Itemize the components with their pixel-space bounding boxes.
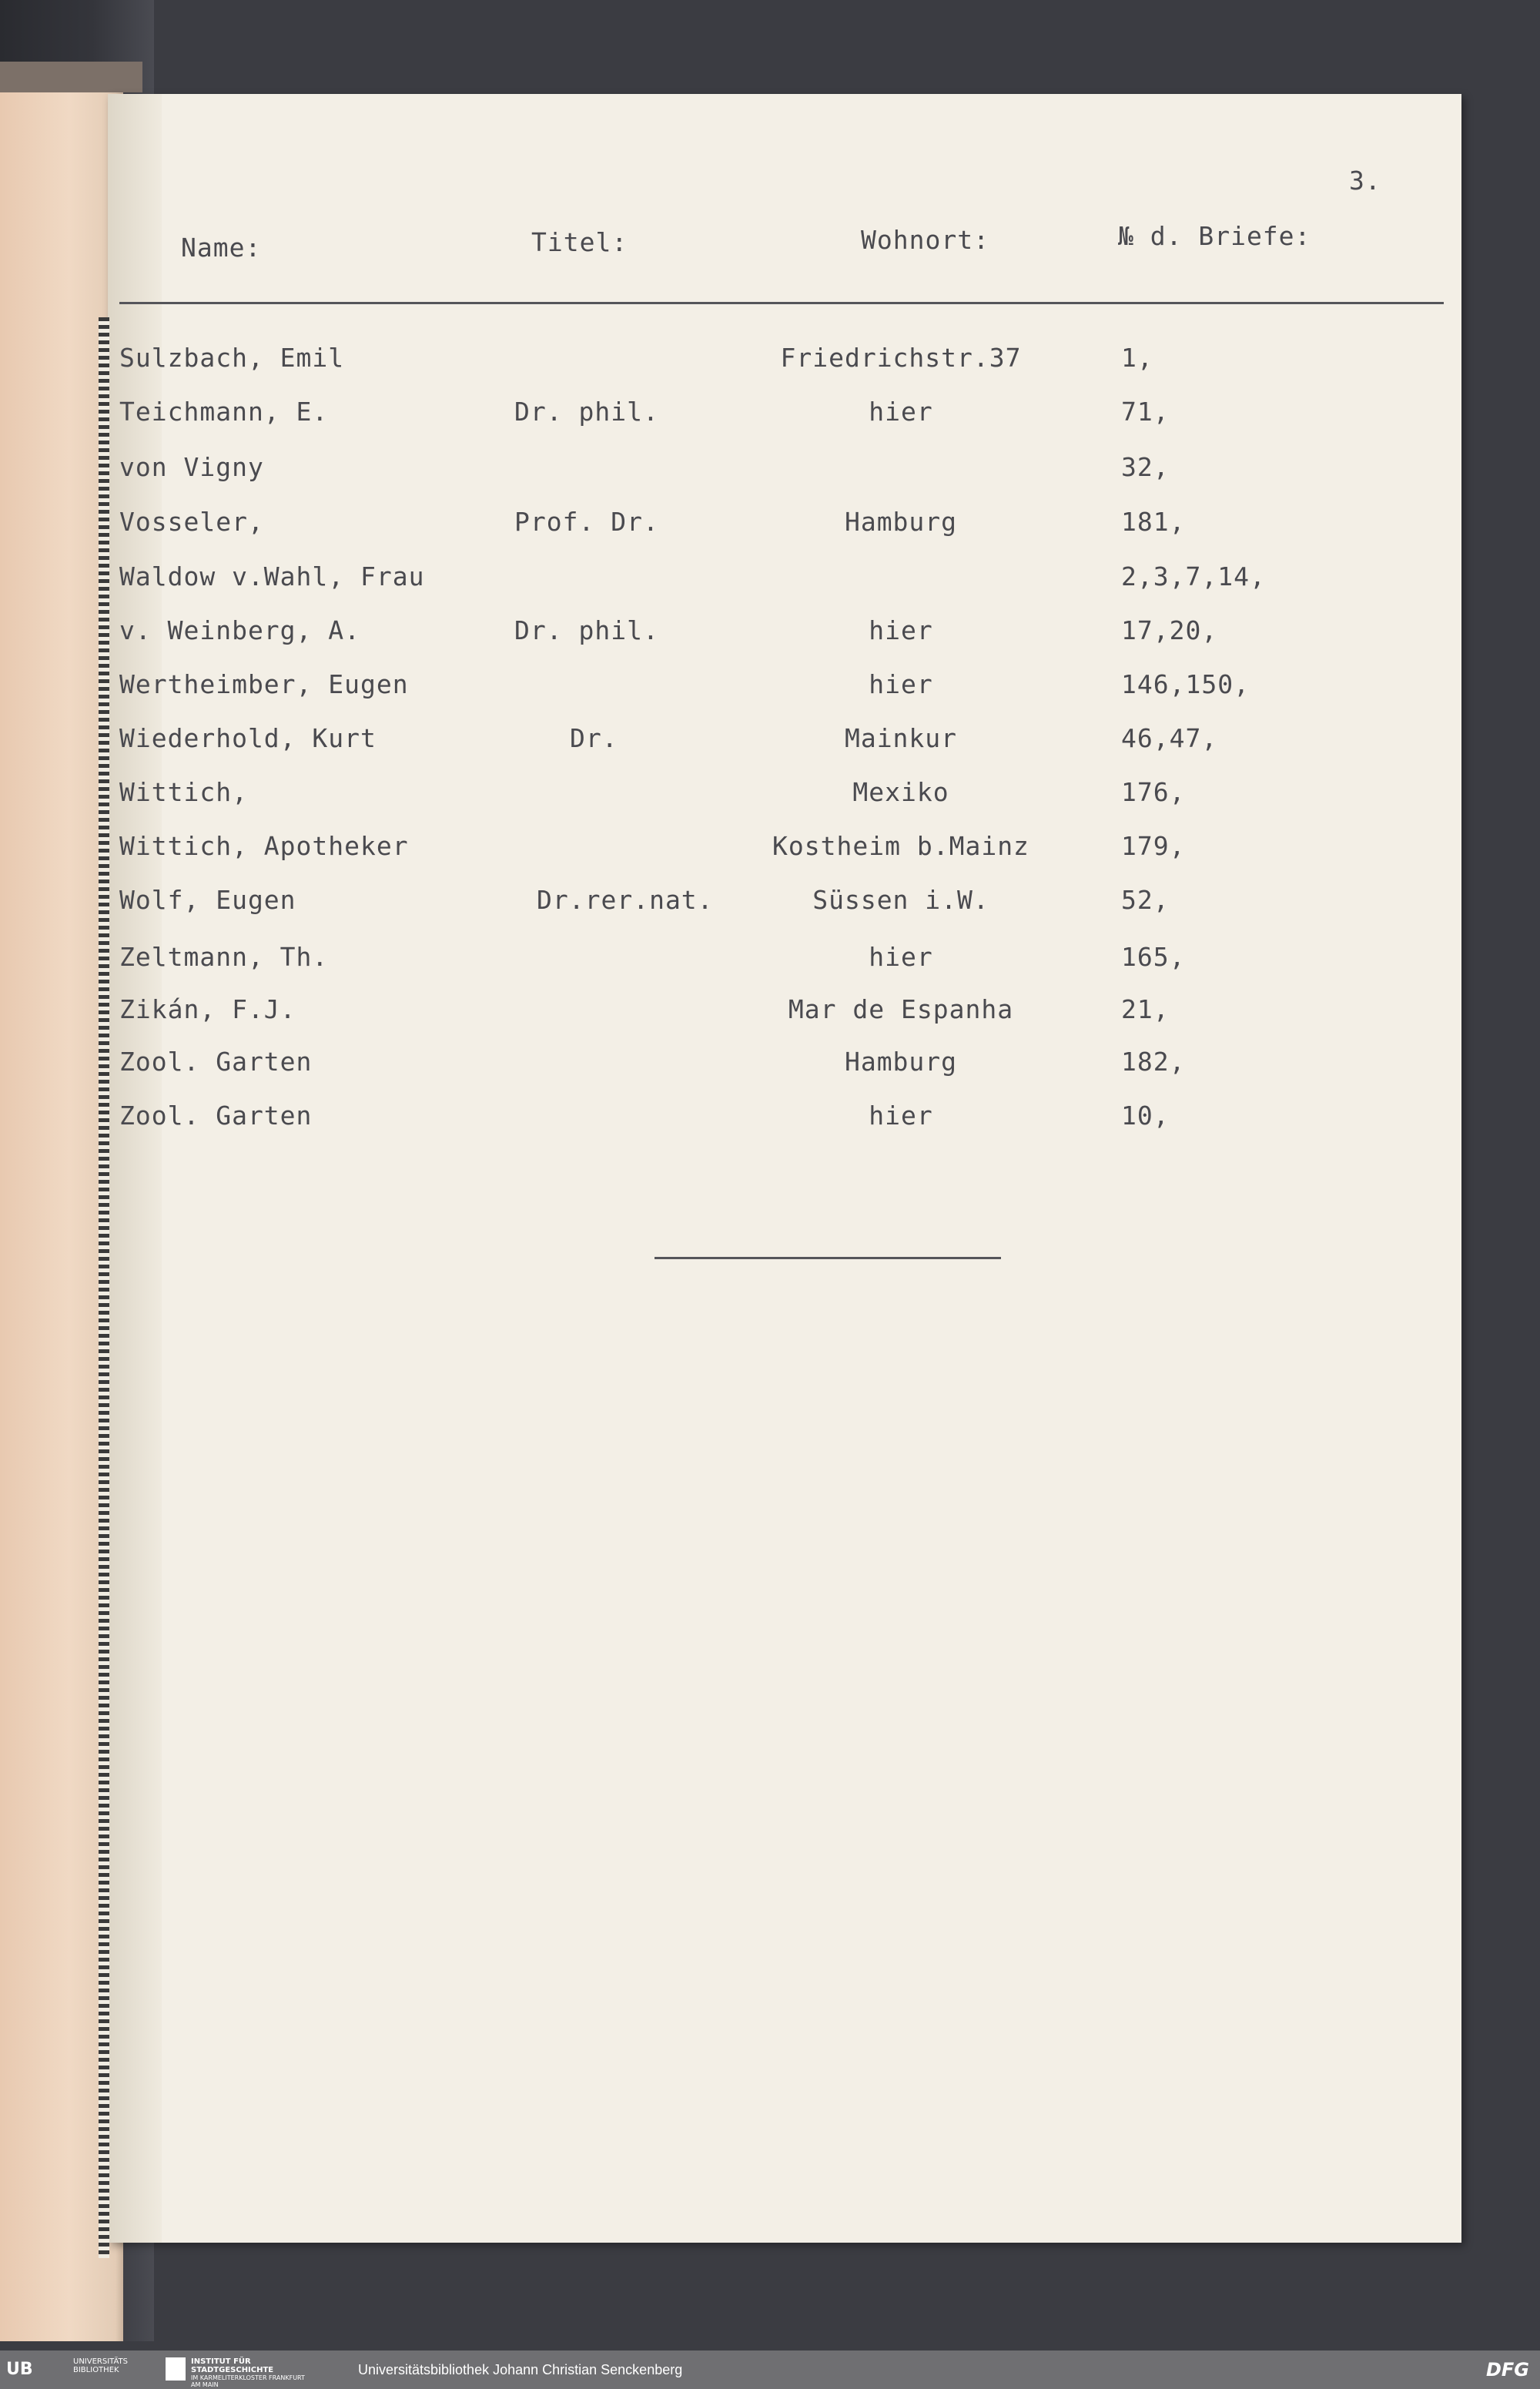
ub-logo: UB <box>6 2360 33 2379</box>
institute-logo-text <box>191 2357 314 2388</box>
institute-sub: IM KARMELITERKLOSTER FRANKFURT AM MAIN <box>191 2374 305 2388</box>
row-wohnort: Hamburg <box>844 507 958 537</box>
row-wohnort: Hamburg <box>844 1047 958 1077</box>
row-briefe: 32, <box>1121 452 1170 482</box>
row-name: Wittich, <box>119 777 248 807</box>
row-briefe: 21, <box>1121 994 1170 1024</box>
row-wohnort: Mar de Espanha <box>788 994 1014 1024</box>
row-name: Zool. Garten <box>119 1101 313 1131</box>
header-rule <box>119 302 1444 304</box>
ub-logo-text: UNIVERSITÄTS BIBLIOTHEK <box>73 2357 129 2374</box>
page-number: 3. <box>1349 166 1381 196</box>
row-wohnort: hier <box>869 1101 933 1131</box>
row-wohnort: Mexiko <box>852 777 949 807</box>
row-name: Wiederhold, Kurt <box>119 723 377 753</box>
row-titel: Dr. phil. <box>514 397 659 427</box>
header-name: Name: <box>181 233 262 263</box>
row-titel: Dr. phil. <box>514 615 659 645</box>
institute-name: INSTITUT FÜR STADTGESCHICHTE <box>191 2357 274 2374</box>
row-wohnort: Friedrichstr.37 <box>780 343 1022 373</box>
row-briefe: 17,20, <box>1121 615 1218 645</box>
row-briefe: 52, <box>1121 885 1170 915</box>
row-name: Wittich, Apotheker <box>119 831 409 861</box>
binding-string <box>99 317 109 2258</box>
row-name: Vosseler, <box>119 507 264 537</box>
header-briefe: № d. Briefe: <box>1118 221 1311 251</box>
row-briefe: 71, <box>1121 397 1170 427</box>
header-wohnort: Wohnort: <box>861 225 989 255</box>
row-briefe: 176, <box>1121 777 1186 807</box>
row-briefe: 10, <box>1121 1101 1170 1131</box>
footer-bar <box>0 2350 1540 2389</box>
row-titel: Dr. <box>570 723 618 753</box>
row-briefe: 165, <box>1121 942 1186 972</box>
row-titel: Dr.rer.nat. <box>537 885 714 915</box>
row-name: Wolf, Eugen <box>119 885 296 915</box>
row-briefe: 182, <box>1121 1047 1186 1077</box>
row-wohnort: hier <box>869 669 933 699</box>
row-wohnort: Kostheim b.Mainz <box>772 831 1029 861</box>
library-name: Universitätsbibliothek Johann Christian Senckenberg <box>358 2362 683 2377</box>
row-wohnort: hier <box>869 942 933 972</box>
row-briefe: 46,47, <box>1121 723 1218 753</box>
row-wohnort: hier <box>869 615 933 645</box>
end-rule <box>654 1257 1001 1259</box>
spine-edge <box>0 62 142 92</box>
row-wohnort: Mainkur <box>844 723 958 753</box>
institute-logo-icon <box>166 2357 186 2381</box>
row-name: Teichmann, E. <box>119 397 329 427</box>
row-wohnort: Süssen i.W. <box>812 885 989 915</box>
row-name: Wertheimber, Eugen <box>119 669 409 699</box>
row-name: v. Weinberg, A. <box>119 615 361 645</box>
row-name: Sulzbach, Emil <box>119 343 345 373</box>
header-titel: Titel: <box>531 227 628 257</box>
row-name: von Vigny <box>119 452 264 482</box>
row-name: Zool. Garten <box>119 1047 313 1077</box>
row-briefe: 1, <box>1121 343 1153 373</box>
row-name: Zeltmann, Th. <box>119 942 329 972</box>
row-name: Zikán, F.J. <box>119 994 296 1024</box>
row-briefe: 2,3,7,14, <box>1121 561 1266 591</box>
row-briefe: 146,150, <box>1121 669 1250 699</box>
row-titel: Prof. Dr. <box>514 507 659 537</box>
row-name: Waldow v.Wahl, Frau <box>119 561 425 591</box>
row-wohnort: hier <box>869 397 933 427</box>
dfg-logo: DFG <box>1485 2359 1529 2381</box>
row-briefe: 179, <box>1121 831 1186 861</box>
row-briefe: 181, <box>1121 507 1186 537</box>
